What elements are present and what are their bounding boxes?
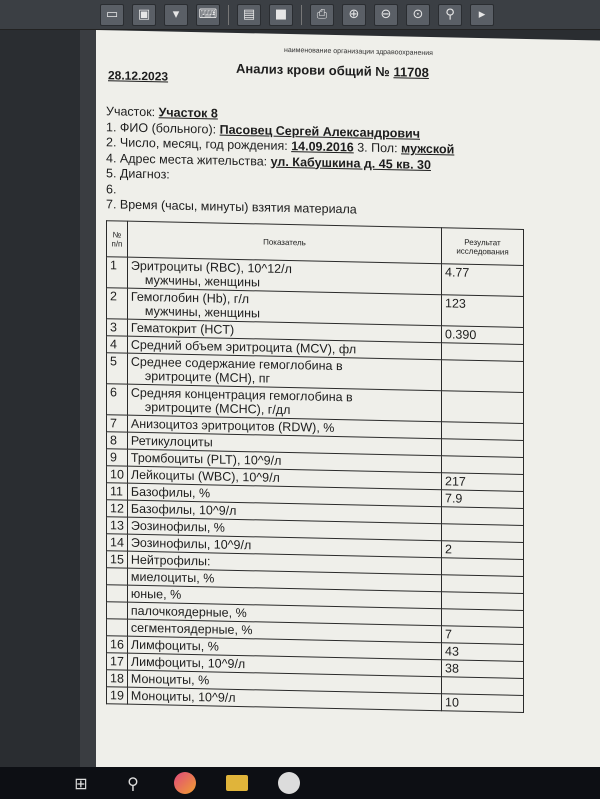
row-number: 13 [107, 517, 128, 534]
taskbar [0, 767, 600, 799]
next-icon: ▸ [478, 7, 486, 22]
print-button[interactable] [310, 4, 334, 26]
indicator-sublabel: мужчины, женщины [144, 273, 260, 290]
indicator-label: Эозинофилы, 10^9/л [130, 535, 252, 553]
row-result: 10 [442, 694, 524, 713]
indicator-label: Средний объем эритроцита (MCV), фл [130, 337, 357, 357]
window-icon: ▭ [105, 7, 119, 22]
row-number [107, 602, 128, 619]
viewer-margin [80, 30, 96, 770]
document-page [96, 30, 600, 781]
indicator-label: Лейкоциты (WBC), 10^9/л [130, 467, 280, 485]
indicator-label: юные, % [130, 586, 182, 602]
row-number [107, 585, 128, 602]
find-icon: ⚲ [445, 7, 455, 22]
indicator-label: Базофилы, % [130, 484, 211, 501]
row-number: 14 [107, 534, 128, 551]
row-result: 7.9 [442, 490, 524, 509]
uchastok-value: Участок 8 [158, 105, 218, 121]
uchastok-label: Участок: [106, 104, 156, 120]
row-result: 0.390 [442, 326, 524, 345]
row-result [442, 575, 524, 594]
save-icon: ▤ [242, 7, 256, 22]
organization-label: наименование организации здравоохранения [284, 46, 433, 58]
find-button[interactable] [438, 4, 462, 26]
toolbar-separator [301, 5, 302, 25]
row-result: 38 [442, 660, 524, 679]
row-result [442, 456, 524, 475]
time-line: 7. Время (часы, минуты) взятия материала [106, 197, 357, 217]
row-number: 6 [107, 384, 128, 415]
row-number: 9 [107, 449, 128, 466]
image-button[interactable] [132, 4, 156, 26]
fio-value: Пасовец Сергей Александрович [219, 122, 420, 141]
row-number: 8 [107, 432, 128, 449]
patient-info [106, 104, 454, 220]
row-result: 217 [442, 473, 524, 492]
zoom-fit-button[interactable] [406, 4, 430, 26]
indicator-label: Ретикулоциты [130, 433, 213, 450]
indicator-label: Тромбоциты (PLT), 10^9/л [130, 450, 282, 468]
row-number: 11 [107, 483, 128, 500]
header-result: Результат исследования [442, 228, 524, 266]
row-number [107, 568, 128, 585]
row-result [442, 609, 524, 628]
app-icon[interactable] [174, 772, 196, 794]
row-result [442, 391, 524, 424]
sex-label: 3. Пол: [357, 140, 398, 156]
indicator-label: Лимфоциты, 10^9/л [130, 654, 246, 672]
row-number: 1 [107, 257, 128, 288]
title-prefix: Анализ крови общий № [236, 60, 390, 80]
document-content [96, 30, 600, 781]
row-result [442, 592, 524, 611]
indicator-label: сегментоядерные, % [130, 620, 253, 638]
zoom-out-button[interactable] [374, 4, 398, 26]
indicator-label: Средняя концентрация гемоглобина в [130, 385, 353, 405]
stamp-button[interactable] [269, 4, 293, 26]
save-button[interactable] [237, 4, 261, 26]
header-indicator: Показатель [127, 221, 441, 264]
image-icon: ▣ [137, 7, 151, 22]
folder-icon[interactable] [226, 775, 248, 791]
indicator-label: Нейтрофилы: [130, 552, 211, 569]
table-body [107, 257, 524, 713]
indicator-label: Эозинофилы, % [130, 518, 225, 535]
item6-line: 6. [106, 181, 117, 196]
address-label: 4. Адрес места жительства: [106, 150, 268, 169]
indicator-label: Базофилы, 10^9/л [130, 501, 237, 518]
indicator-label: Среднее содержание гемоглобина в [130, 354, 343, 374]
row-result [442, 558, 524, 577]
row-number: 10 [107, 466, 128, 483]
results-table [106, 220, 524, 713]
document-date: 28.12.2023 [108, 68, 169, 84]
windows-start-icon[interactable]: ⊞ [74, 773, 88, 793]
row-number: 17 [107, 653, 128, 670]
title-number: 11708 [393, 64, 429, 80]
row-number: 7 [107, 415, 128, 432]
window-button[interactable] [100, 4, 124, 26]
row-result: 4.77 [442, 264, 524, 297]
indicator-label: Эритроциты (RBC), 10^12/л [130, 258, 292, 277]
row-result [442, 343, 524, 362]
indicator-label: Моноциты, 10^9/л [130, 688, 236, 705]
birth-value: 14.09.2016 [291, 139, 354, 155]
indicator-label: Лимфоциты, % [130, 637, 219, 654]
keyboard-button[interactable] [196, 4, 220, 26]
indicator-label: палочкоядерные, % [130, 603, 247, 621]
address-value: ул. Кабушкина д. 45 кв. 30 [270, 154, 431, 172]
fio-label: 1. ФИО (больного): [106, 119, 217, 137]
zoom-in-button[interactable] [342, 4, 366, 26]
indicator-label: Гемоглобин (Hb), г/л [130, 289, 250, 307]
indicator-sublabel: эритроците (MCHC), г/дл [144, 400, 291, 418]
toolbar [0, 0, 600, 30]
indicator-label: Анизоцитоз эритроцитов (RDW), % [130, 416, 335, 435]
row-number: 3 [107, 319, 128, 336]
indicator-label: Гематокрит (HCT) [130, 320, 235, 337]
row-number: 2 [107, 288, 128, 319]
row-number [107, 619, 128, 636]
row-result: 123 [442, 295, 524, 328]
row-result [442, 524, 524, 543]
row-result [442, 507, 524, 526]
diagnosis-line: 5. Диагноз: [106, 166, 170, 182]
row-result: 2 [442, 541, 524, 560]
zoom-fit-icon: ⊙ [412, 7, 424, 22]
stamp-icon: ■ [274, 7, 288, 22]
dropdown-icon: ▾ [172, 7, 180, 22]
indicator-label: Моноциты, % [130, 671, 210, 688]
row-result [442, 439, 524, 458]
row-number: 19 [107, 687, 128, 704]
sex-value: мужской [401, 141, 455, 157]
row-result: 7 [442, 626, 524, 645]
row-result [442, 677, 524, 696]
row-number: 18 [107, 670, 128, 687]
row-number: 15 [107, 551, 128, 568]
row-result: 43 [442, 643, 524, 662]
next-button[interactable] [470, 4, 494, 26]
keyboard-icon: ⌨ [198, 7, 218, 22]
row-number: 5 [107, 353, 128, 384]
zoom-out-icon: ⊖ [380, 7, 392, 22]
toolbar-separator [228, 5, 229, 25]
dropdown-button[interactable] [164, 4, 188, 26]
print-icon: ⎙ [316, 7, 328, 22]
indicator-label: миелоциты, % [130, 569, 215, 586]
birth-label: 2. Число, месяц, год рождения: [106, 135, 288, 154]
indicator-sublabel: эритроците (MCH), пг [144, 369, 271, 386]
indicator-sublabel: мужчины, женщины [144, 304, 260, 321]
search-icon[interactable]: ⚲ [127, 773, 139, 793]
row-number: 16 [107, 636, 128, 653]
row-number: 4 [107, 336, 128, 353]
header-num: № п/п [107, 221, 128, 257]
row-number: 12 [107, 500, 128, 517]
document-title [236, 61, 429, 80]
row-result [442, 422, 524, 441]
zoom-in-icon: ⊕ [348, 7, 360, 22]
browser-icon[interactable] [278, 772, 300, 794]
row-result [442, 360, 524, 393]
